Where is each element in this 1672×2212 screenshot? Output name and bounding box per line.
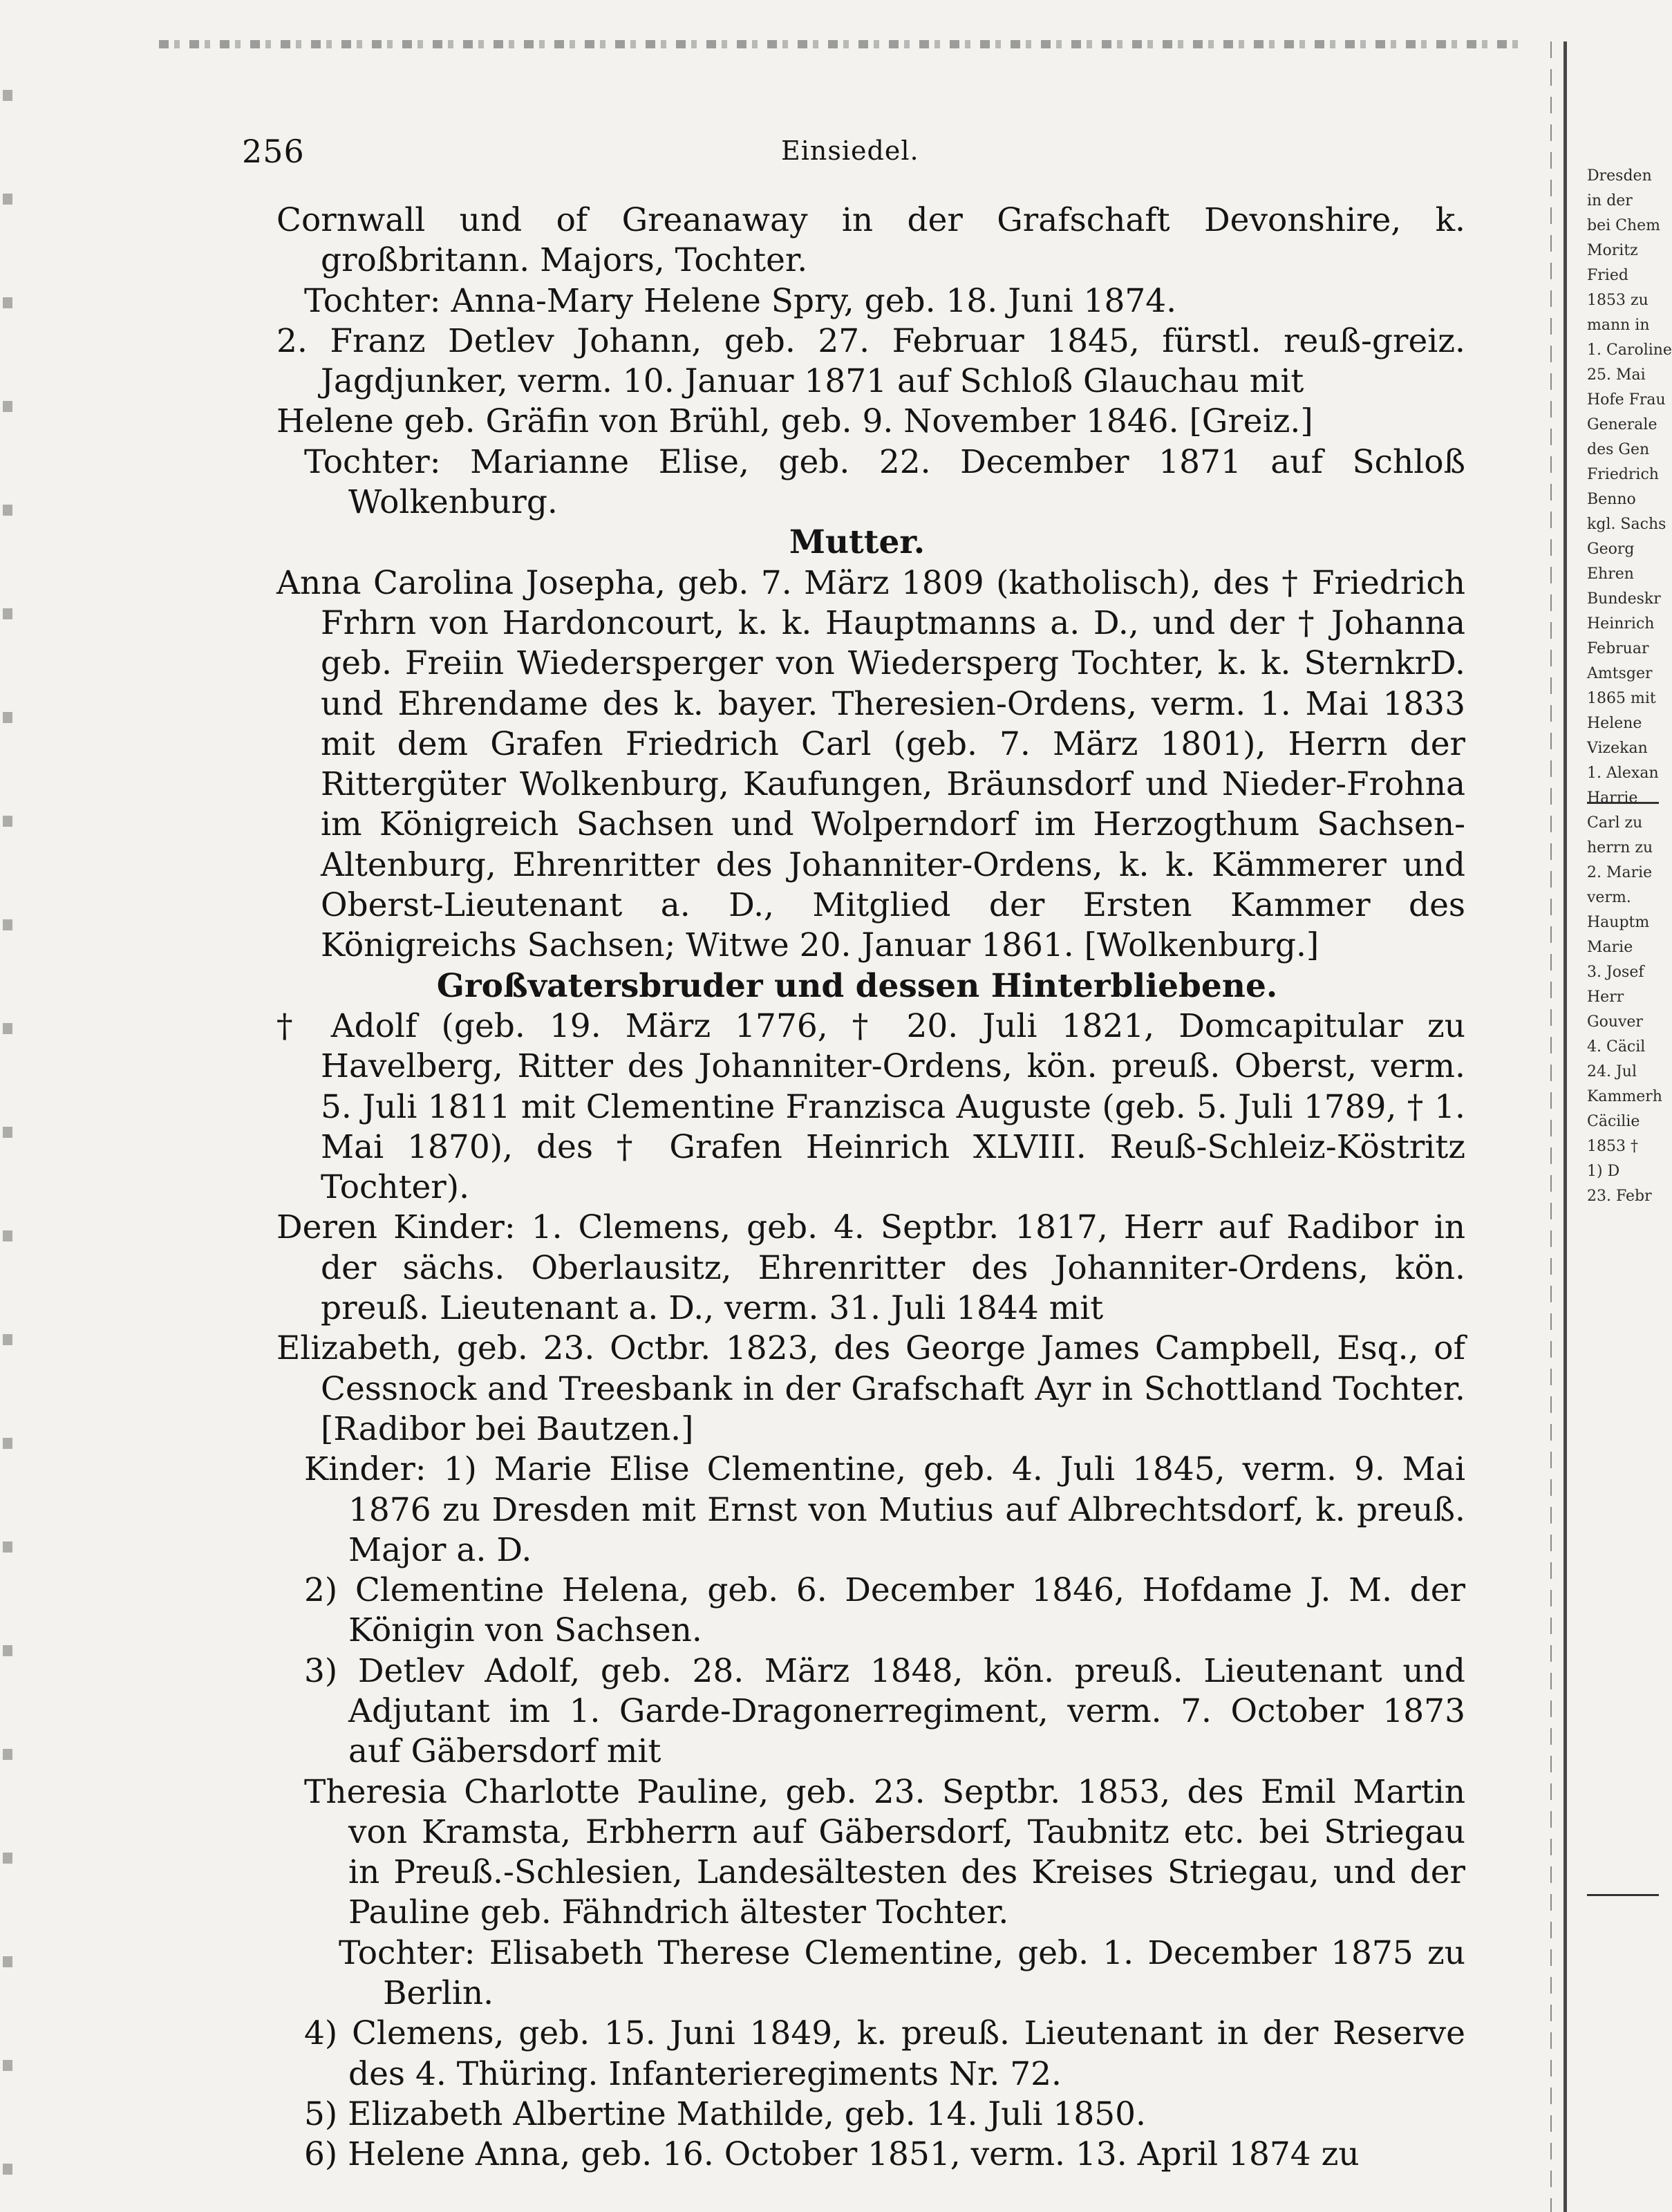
sliver-line: 2. Marie [1587,864,1653,881]
sliver-line: Generale [1587,416,1657,433]
sliver-line: 4. Cäcil [1587,1038,1646,1056]
sliver-line: Februar [1587,640,1649,657]
entry-clementine-helena: 2) Clementine Helena, geb. 6. December 1846, Hofdame J. M. der Königin von Sachsen. [304,1571,1465,1650]
entry-clemens-jr: 4) Clemens, geb. 15. Juni 1849, k. preuß. Lieutenant in der Reserve des 4. Thüring. Infanterieregiments Nr. 72. [304,2014,1465,2093]
sliver-line: Bundeskr [1587,590,1661,608]
sliver-line: Moritz [1587,242,1638,259]
sliver-line: Friedrich [1587,466,1659,483]
sliver-line: Herr [1587,988,1624,1006]
page-number: 256 [242,133,305,170]
sliver-line: Carl zu [1587,814,1643,832]
sliver-line: 1865 mit [1587,690,1656,707]
entry-anna-carolina: Anna Carolina Josepha, geb. 7. März 1809 (katholisch), des † Friedrich Frhrn von Hardoncourt, k. k. Hauptmanns a. D., und der † Johanna geb. Freiin Wiedersperger von Wiedersperg Tochter, k. k. SternkrD. und Ehrendame des k. bayer. Theresien-Ordens, verm. 1. Mai 1833 mit dem Grafen Friedrich Carl (geb. 7. März 1801), Herrn der Rittergüter Wolkenburg, Kaufungen, Bräunsdorf und Nieder-Frohna im Königreich Sachsen und Wolperndorf im Herzogthum Sachsen-Altenburg, Ehrenritter des Johanniter-Ordens, k. k. Kämmerer und Oberst-Lieutenant a. D., Mitglied der Ersten Kammer des Königreichs Sachsen; Witwe 20. Januar 1861. [Wolkenburg.] [276,563,1465,965]
sliver-line: 1) D [1587,1163,1620,1180]
section-heading-mutter: Mutter. [789,523,926,562]
sliver-line: Cäcilie [1587,1113,1640,1130]
sliver-line: kgl. Sachs [1587,516,1666,533]
sliver-line: 1853 zu [1587,292,1648,309]
adjacent-page-sliver [1587,166,1672,2212]
entry-kinder-marie: Kinder: 1) Marie Elise Clementine, geb. 4. Juli 1845, verm. 9. Mai 1876 zu Dresden mit Ernst von Mutius auf Albrechtsdorf, k. preuß. Major a. D. [304,1450,1465,1569]
gutter-dashed-line [1550,41,1552,2212]
sliver-line: Helene [1587,715,1642,732]
sliver-line: 3. Josef [1587,964,1644,981]
sliver-line: Gouver [1587,1013,1643,1031]
sliver-line: Heinrich [1587,615,1655,632]
sliver-line: 25. Mai [1587,366,1646,384]
sliver-line: Hauptm [1587,914,1650,931]
entry-helene-bruehl: Helene geb. Gräfin von Brühl, geb. 9. November 1846. [Greiz.] [276,402,1313,441]
scan-left-edge-marks [3,41,12,2184]
sliver-line: Benno [1587,491,1636,508]
sliver-line: des Gen [1587,441,1650,458]
sliver-line: 1. Caroline [1587,341,1672,359]
entry-tochter-elisabeth: Tochter: Elisabeth Therese Clementine, geb. 1. December 1875 zu Berlin. [339,1933,1465,2013]
sliver-line: Fried [1587,267,1628,284]
sliver-line: 24. Jul [1587,1063,1637,1080]
page-header [242,133,1452,174]
entry-tochter-marianne: Tochter: Marianne Elise, geb. 22. December 1871 auf Schloß Wolkenburg. [304,442,1465,522]
entry-spry-continuation: Cornwall und of Greanaway in der Grafschaft Devonshire, k. großbritann. Majors, Tochter. [276,201,1465,280]
sliver-line: verm. [1587,889,1631,906]
gutter-line [1563,41,1567,2212]
entry-tochter-anna-mary: Tochter: Anna-Mary Helene Spry, geb. 18. Juni 1874. [304,281,1177,320]
sliver-line: 1853 † [1587,1138,1638,1155]
sliver-line: Kammerh [1587,1088,1662,1105]
sliver-line: 1. Alexan [1587,765,1659,782]
entry-elizabeth-campbell: Elizabeth, geb. 23. Octbr. 1823, des George James Campbell, Esq., of Cessnock and Treesbank in der Grafschaft Ayr in Schottland Tochter. [Radibor bei Bautzen.] [276,1329,1465,1448]
sliver-line: Georg [1587,541,1635,558]
page-body [249,200,1465,2174]
sliver-line: 23. Febr [1587,1188,1652,1205]
sliver-line: Harrie [1587,789,1638,807]
sliver-line: herrn zu [1587,839,1653,856]
entry-elizabeth-albertine: 5) Elizabeth Albertine Mathilde, geb. 14. Juli 1850. [304,2094,1146,2133]
scan-top-edge [159,40,1528,48]
running-head: Einsiedel. [781,135,919,166]
sliver-line: in der [1587,192,1633,209]
sliver-line: mann in [1587,317,1650,334]
entry-deren-kinder-clemens: Deren Kinder: 1. Clemens, geb. 4. Septbr. 1817, Herr auf Radibor in der sächs. Oberlausitz, Ehrenritter des Johanniter-Ordens, kön. preuß. Lieutenant a. D., verm. 31. Juli 1844 mit [276,1208,1465,1328]
sliver-line: bei Chem [1587,217,1661,234]
sliver-line: Hofe Frau [1587,391,1666,409]
section-heading-grossvatersbruder: Großvatersbruder und dessen Hinterbliebene. [436,966,1278,1005]
sliver-line: Dresden [1587,167,1652,185]
entry-theresia-charlotte: Theresia Charlotte Pauline, geb. 23. Septbr. 1853, des Emil Martin von Kramsta, Erbherrn auf Gäbersdorf, Taubnitz etc. bei Striegau in Preuß.-Schlesien, Landesältesten des Kreises Striegau, und der Pauline geb. Fähndrich ältester Tochter. [304,1772,1465,1932]
entry-franz-detlev-johann: 2. Franz Detlev Johann, geb. 27. Februar 1845, fürstl. reuß-greiz. Jagdjunker, verm. 10. Januar 1871 auf Schloß Glauchau mit [276,321,1465,401]
sliver-line: Amtsger [1587,665,1653,682]
entry-adolf: † Adolf (geb. 19. März 1776, † 20. Juli 1821, Domcapitular zu Havelberg, Ritter des Johanniter-Ordens, kön. preuß. Oberst, verm. 5. Juli 1811 mit Clementine Franzisca Auguste (geb. 5. Juli 1789, † 1. Mai 1870), des † Grafen Heinrich XLVIII. Reuß-Schleiz-Köstritz Tochter). [276,1006,1465,1207]
entry-helene-anna: 6) Helene Anna, geb. 16. October 1851, verm. 13. April 1874 zu [304,2135,1360,2174]
sliver-line: Ehren [1587,565,1634,583]
sliver-line: Marie [1587,939,1633,956]
entry-detlev-adolf: 3) Detlev Adolf, geb. 28. März 1848, kön. preuß. Lieutenant und Adjutant im 1. Garde-Dragonerregiment, verm. 7. October 1873 auf Gäbersdorf mit [304,1651,1465,1771]
sliver-line: Vizekan [1587,740,1648,757]
